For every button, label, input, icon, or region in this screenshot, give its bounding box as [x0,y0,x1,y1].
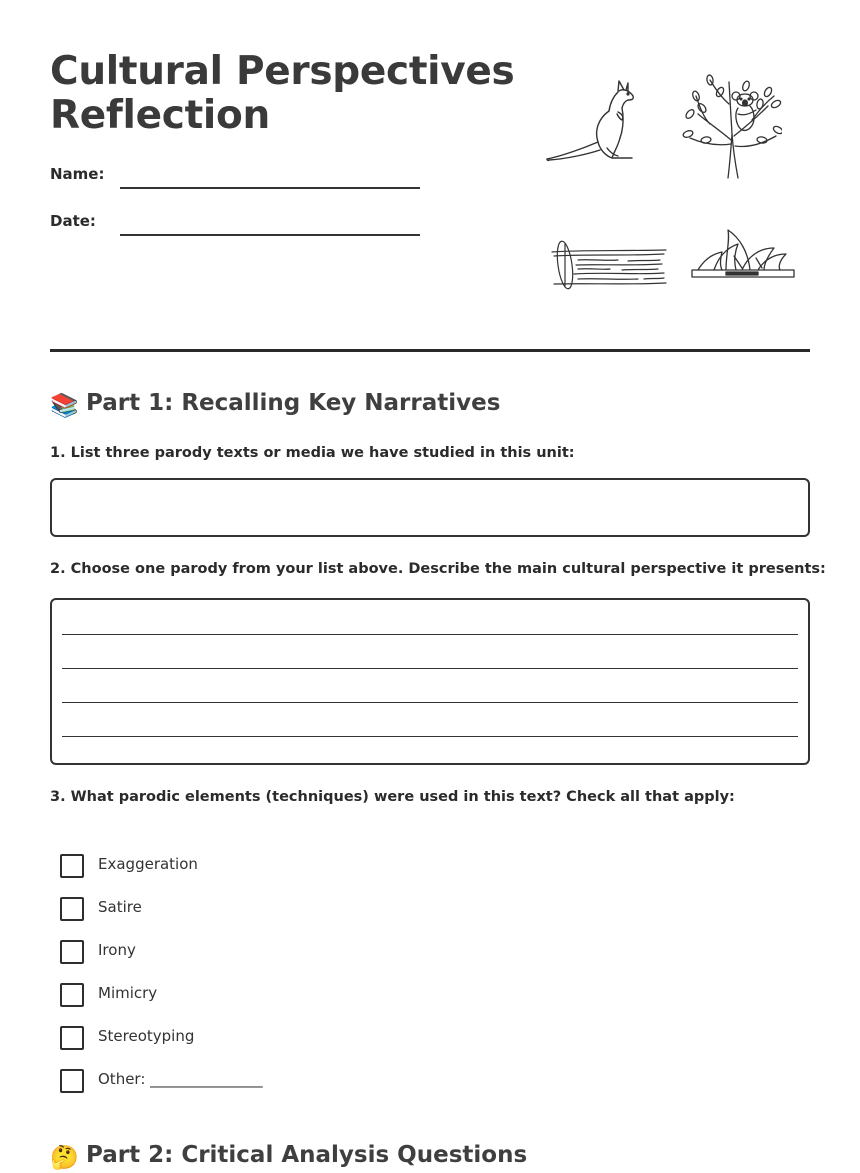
question-1: 1. List three parody texts or media we have studied in this unit: [50,445,575,461]
option-label: Stereotyping [98,1027,195,1045]
checkbox[interactable] [60,940,84,964]
writing-line [62,634,798,635]
writing-line [62,736,798,737]
answer-box-1[interactable] [50,478,810,537]
question-2: 2. Choose one parody from your list above. Describe the main cultural perspective it presents: [50,561,826,577]
part2-heading-text: Part 2: Critical Analysis Questions [86,1142,528,1168]
part1-heading [50,388,500,421]
writing-line [62,702,798,703]
page-title [50,50,520,138]
writing-line [62,668,798,669]
option-label: Other: _______________ [98,1070,263,1088]
checkbox[interactable] [60,983,84,1007]
part1-heading-text: Part 1: Recalling Key Narratives [86,390,501,416]
kangaroo-icon [544,78,640,164]
option-label: Mimicry [98,984,158,1002]
header-divider [50,349,810,352]
part2-heading [50,1140,527,1173]
date-field[interactable] [120,234,420,236]
books-icon: 📚 [50,393,79,419]
title-line-2: Reflection [50,93,270,138]
checkbox[interactable] [60,897,84,921]
name-label: Name: [50,165,105,183]
answer-box-2[interactable] [50,598,810,765]
name-field[interactable] [120,187,420,189]
checkbox[interactable] [60,1026,84,1050]
option-label: Exaggeration [98,855,198,873]
question-3: 3. What parodic elements (techniques) were used in this text? Check all that apply: [50,789,735,805]
thinking-face-icon: 🤔 [50,1145,79,1171]
surfboard-wave-icon [548,238,668,292]
checkbox[interactable] [60,854,84,878]
koala-tree-icon [682,74,782,180]
date-label: Date: [50,212,96,230]
option-label: Irony [98,941,136,959]
option-label: Satire [98,898,142,916]
checkbox[interactable] [60,1069,84,1093]
opera-house-icon [690,228,796,280]
title-line-1: Cultural Perspectives [50,49,515,94]
